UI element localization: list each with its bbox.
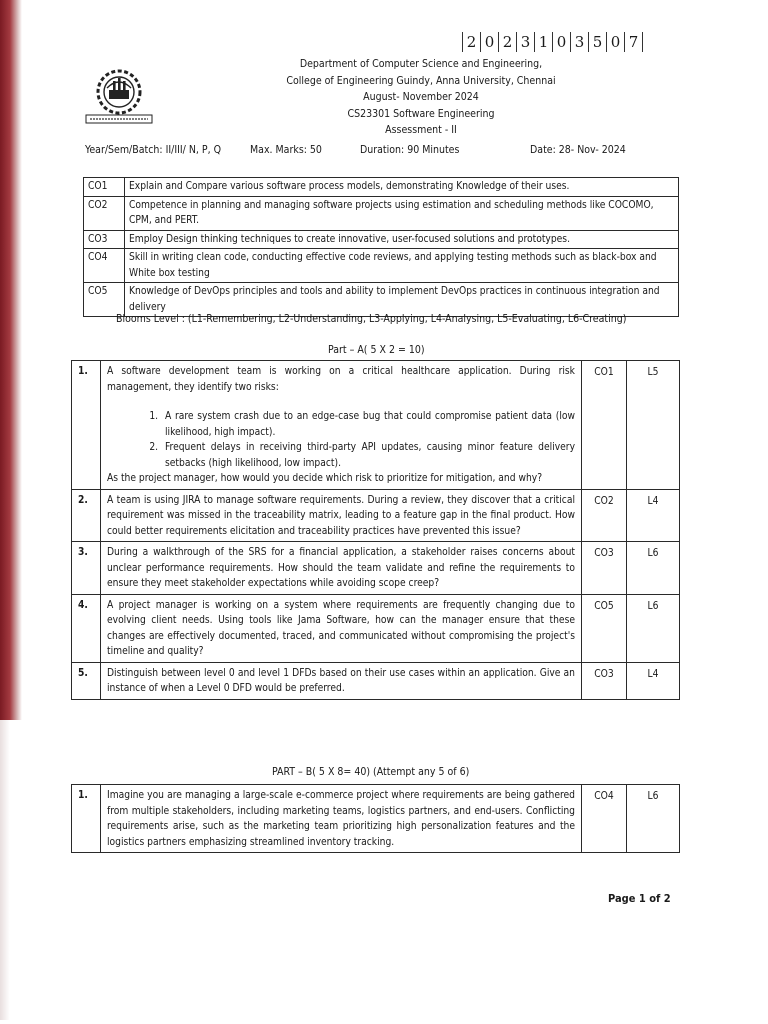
co-description: Competence in planning and managing software projects using estimation and scheduling methods like COCOMO, CPM, and PERT. [125, 196, 679, 230]
department-name: Department of Computer Science and Engineering, [299, 58, 543, 70]
question-row [72, 361, 680, 490]
scan-edge-shadow-lower [0, 720, 10, 1020]
question-row [72, 542, 680, 595]
part-a-questions [71, 360, 680, 700]
co-code: CO4 [84, 249, 125, 283]
co-description: Employ Design thinking techniques to create innovative, user-focused solutions and prototypes. [125, 230, 679, 249]
question-text: Distinguish between level 0 and level 1 DFDs based on their use cases within an application. Give an instance of when a Level 0 DFD would be preferred. [101, 662, 582, 699]
part-a-title: Part – A( 5 X 2 = 10) [328, 344, 425, 356]
risk-list [107, 409, 575, 471]
question-level: L5 [627, 361, 680, 490]
question-number: 1. [72, 361, 101, 490]
question-intro: A software development team is working on a critical healthcare application. During risk management, they identify two risks: [107, 366, 575, 393]
co-code: CO5 [84, 283, 125, 317]
question-level: L4 [627, 489, 680, 542]
co-code: CO3 [84, 230, 125, 249]
co-row [84, 230, 679, 249]
exam-date: Date: 28- Nov- 2024 [530, 144, 626, 156]
question-co: CO5 [582, 594, 627, 662]
question-row [72, 489, 680, 542]
co-row [84, 283, 679, 317]
reg-digit: 2 [462, 32, 480, 52]
co-row [84, 249, 679, 283]
reg-digit: 0 [480, 32, 498, 52]
reg-digit: 0 [552, 32, 570, 52]
college-name: College of Engineering Guindy, Anna University, Chennai [286, 74, 556, 87]
max-marks: Max. Marks: 50 [250, 144, 322, 156]
question-text: A team is using JIRA to manage software requirements. During a review, they discover that a critical requirement was missed in the traceability matrix, leading to a feature gap in the final product. How could better requirements elicitation and traceability practices have prevented this issue? [101, 489, 582, 542]
co-description: Knowledge of DevOps principles and tools and ability to implement DevOps practices in continuous integration and delivery [125, 283, 679, 317]
question-co: CO3 [582, 662, 627, 699]
question-text [101, 361, 582, 490]
page-number: Page 1 of 2 [608, 892, 671, 905]
question-level: L6 [627, 594, 680, 662]
question-number: 2. [72, 489, 101, 542]
course-title: CS23301 Software Engineering [347, 107, 495, 120]
session: August- November 2024 [363, 91, 479, 103]
register-number-boxes [462, 32, 643, 52]
list-item: 2. Frequent delays in receiving third-party API updates, causing minor feature delivery setbacks (high likelihood, low impact). [161, 440, 575, 471]
university-logo [82, 64, 156, 126]
part-b-questions [71, 784, 680, 853]
reg-digit: 3 [570, 32, 588, 52]
question-level: L6 [627, 542, 680, 595]
reg-digit: 0 [606, 32, 624, 52]
question-row [72, 785, 680, 853]
reg-digit: 5 [588, 32, 606, 52]
part-b-title: PART – B( 5 X 8= 40) (Attempt any 5 of 6) [272, 766, 470, 778]
list-item: 1. A rare system crash due to an edge-case bug that could compromise patient data (low likelihood, high impact). [161, 409, 575, 440]
question-outro: As the project manager, how would you decide which risk to prioritize for mitigation, and why? [107, 473, 543, 484]
duration: Duration: 90 Minutes [360, 144, 460, 156]
blooms-levels: Blooms Level : (L1-Remembering, L2-Understanding, L3-Applying, L4-Analysing, L5-Evaluating, L6-Creating) [116, 313, 627, 325]
question-co: CO2 [582, 489, 627, 542]
question-row [72, 662, 680, 699]
question-co: CO3 [582, 542, 627, 595]
question-number: 1. [72, 785, 101, 853]
question-number: 5. [72, 662, 101, 699]
co-row [84, 178, 679, 197]
scan-edge-shadow [0, 0, 22, 720]
question-level: L4 [627, 662, 680, 699]
co-description: Skill in writing clean code, conducting effective code reviews, and applying testing methods such as black-box and White box testing [125, 249, 679, 283]
co-description: Explain and Compare various software process models, demonstrating Knowledge of their uses. [125, 178, 679, 197]
reg-digit: 1 [534, 32, 552, 52]
question-number: 4. [72, 594, 101, 662]
reg-digit: 2 [498, 32, 516, 52]
question-row [72, 594, 680, 662]
question-number: 3. [72, 542, 101, 595]
co-row [84, 196, 679, 230]
batch-info: Year/Sem/Batch: II/III/ N, P, Q [85, 144, 222, 156]
question-text: A project manager is working on a system where requirements are frequently changing due to evolving client needs. Using tools like Jama Software, how can the manager ensure that these changes are effectively documented, traced, and communicated without compromising the project's timeline and quality? [101, 594, 582, 662]
reg-digit: 7 [624, 32, 643, 52]
question-co: CO4 [582, 785, 627, 853]
exam-header [256, 56, 586, 139]
co-code: CO2 [84, 196, 125, 230]
question-co: CO1 [582, 361, 627, 490]
assessment-title: Assessment - II [385, 124, 457, 136]
course-outcomes-table [83, 177, 679, 317]
question-level: L6 [627, 785, 680, 853]
question-text: During a walkthrough of the SRS for a financial application, a stakeholder raises concerns about unclear performance requirements. How should the team validate and refine the requirements to ensure they meet stakeholder expectations while avoiding scope creep? [101, 542, 582, 595]
reg-digit: 3 [516, 32, 534, 52]
question-text: Imagine you are managing a large-scale e-commerce project where requirements are being gathered from multiple stakeholders, including marketing teams, logistics partners, and end-users. Conflicting requirements arise, such as the marketing team prioritizing high personalization features and the logistics partners emphasizing streamlined inventory tracking. [101, 785, 582, 853]
co-code: CO1 [84, 178, 125, 197]
